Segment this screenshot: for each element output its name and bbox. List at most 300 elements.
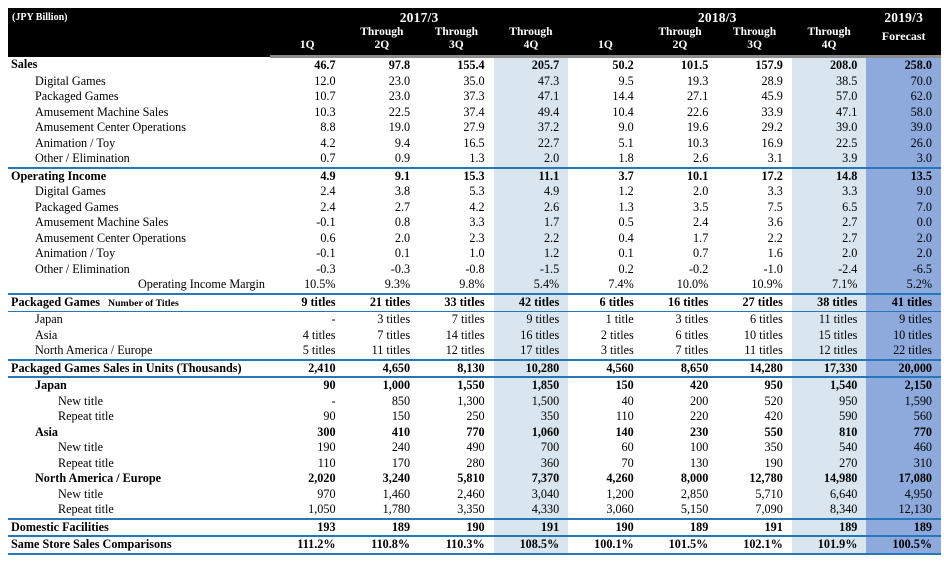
- table-cell: -: [270, 312, 345, 328]
- table-cell: 7.1%: [792, 277, 867, 294]
- table-cell: 189: [792, 519, 867, 537]
- row-repeat-title: [8, 409, 941, 425]
- table-cell: 191: [717, 519, 792, 537]
- forecast-column-header: Forecast: [866, 26, 941, 57]
- table-cell: 2.0: [394, 230, 411, 245]
- table-cell: 460: [866, 440, 941, 456]
- table-cell: 350: [764, 440, 783, 454]
- quarterly-results-table: [8, 8, 941, 555]
- table-cell: 0.6: [320, 230, 336, 245]
- table-cell: 22 titles: [866, 343, 941, 360]
- table-cell: 130: [690, 455, 709, 470]
- row-operating-income-margin: [8, 277, 941, 294]
- table-cell: 11 titles: [792, 312, 867, 328]
- table-cell: 3,240: [382, 471, 411, 485]
- row-animation-toy: [8, 246, 941, 262]
- table-cell: 4.9: [270, 168, 345, 185]
- table-cell: 220: [690, 409, 709, 423]
- row-packaged-games: [8, 89, 941, 105]
- quarter-column-header: [643, 26, 718, 57]
- row-asia: [8, 425, 941, 441]
- table-cell: 5,810: [457, 471, 485, 485]
- table-cell: 2.0: [494, 151, 569, 168]
- row-animation-toy: [8, 136, 941, 152]
- table-cell: 5.3: [469, 184, 485, 198]
- table-cell: -1.0: [763, 261, 783, 276]
- table-body: [8, 57, 941, 554]
- table-header: [8, 8, 941, 57]
- table-cell: 4 titles: [302, 327, 336, 342]
- table-cell: 0.0: [866, 215, 941, 231]
- table-cell: 3 titles: [643, 312, 718, 328]
- table-cell: 9.3%: [384, 277, 411, 291]
- row-repeat-title: [8, 502, 941, 519]
- table-cell: 29.2: [761, 120, 783, 134]
- table-cell: 420: [643, 377, 718, 394]
- table-cell: 16 titles: [643, 294, 718, 312]
- table-cell: 140: [615, 424, 634, 439]
- table-cell: 270: [792, 456, 867, 472]
- row-amusement-center-operations: [8, 120, 941, 136]
- table-cell: 200: [690, 393, 709, 408]
- row-digital-games: [8, 74, 941, 90]
- row-label: Japan: [8, 312, 270, 328]
- table-cell: 4,260: [606, 471, 634, 485]
- table-cell: 7,090: [755, 502, 783, 516]
- table-cell: 14 titles: [445, 327, 485, 342]
- table-cell: 5 titles: [302, 343, 336, 357]
- table-cell: 3.3: [767, 184, 783, 198]
- table-cell: 190: [568, 519, 643, 537]
- table-cell: 280: [466, 455, 485, 470]
- row-label: Amusement Center Operations: [35, 230, 186, 245]
- table-cell: 1.6: [767, 246, 783, 260]
- table-cell: 550: [764, 424, 783, 439]
- table-cell: 420: [764, 409, 783, 423]
- quarter-column-header: [494, 26, 569, 57]
- table-cell: 47.1: [792, 105, 867, 121]
- table-cell: 10.0%: [676, 277, 709, 291]
- row-packaged-games-sales-in-units-thousands: [8, 360, 941, 378]
- table-cell: -0.8: [465, 261, 485, 276]
- table-cell: 7,370: [494, 471, 569, 487]
- table-cell: 850: [391, 393, 411, 408]
- table-cell: 590: [792, 409, 867, 425]
- table-cell: 3.1: [767, 151, 783, 165]
- row-amusement-center-operations: [8, 231, 941, 247]
- column-header-line1: [568, 26, 643, 39]
- row-label: New title: [58, 486, 104, 501]
- table-cell: 14.4: [612, 89, 634, 103]
- table-cell: 9.8%: [459, 277, 485, 291]
- table-cell: 41 titles: [866, 294, 941, 312]
- table-cell: 38 titles: [792, 294, 867, 312]
- table-cell: 19.3: [686, 73, 709, 88]
- table-cell: 2,020: [308, 471, 336, 485]
- table-cell: 350: [494, 409, 569, 425]
- row-label: Other / Elimination: [35, 151, 130, 165]
- row-label: New title: [58, 393, 104, 408]
- table-cell: 9 titles: [494, 312, 569, 328]
- table-cell: 0.2: [618, 261, 634, 276]
- table-cell: 100: [690, 440, 709, 454]
- table-cell: 1,200: [606, 486, 634, 501]
- table-cell: 6 titles: [675, 327, 709, 342]
- table-cell: 6,640: [792, 487, 867, 503]
- row-packaged-games: [8, 200, 941, 216]
- table-cell: 2 titles: [600, 327, 634, 342]
- row-label: Asia: [35, 327, 58, 342]
- table-cell: 6 titles: [568, 294, 643, 312]
- table-cell: 1,300: [457, 393, 485, 408]
- table-cell: 189: [643, 519, 718, 537]
- table-cell: 3.7: [568, 168, 643, 185]
- quarter-column-header: [717, 26, 792, 57]
- table-cell: 33.9: [761, 104, 783, 119]
- table-cell: 100.1%: [568, 536, 643, 554]
- table-cell: 560: [866, 409, 941, 425]
- table-cell: 190: [419, 519, 494, 537]
- table-cell: 8.8: [320, 120, 336, 134]
- column-header-line2: 3Q: [747, 39, 762, 51]
- table-cell: 189: [866, 519, 941, 537]
- table-cell: 1.3: [469, 151, 485, 165]
- table-cell: 20,000: [866, 360, 941, 378]
- table-cell: 10.4: [612, 104, 634, 119]
- table-cell: 10,280: [494, 360, 569, 378]
- table-cell: 2.4: [320, 199, 336, 214]
- table-cell: 3.3: [469, 215, 485, 229]
- row-label: Packaged Games: [35, 89, 119, 103]
- table-cell: -0.3: [316, 261, 336, 276]
- table-cell: 16.5: [463, 135, 485, 150]
- table-cell: 10.3: [686, 135, 709, 150]
- row-label: North America / Europe: [35, 343, 153, 357]
- table-cell: 950: [792, 394, 867, 410]
- table-cell: -0.2: [688, 261, 709, 276]
- table-cell: 58.0: [866, 105, 941, 121]
- table-cell: 8,340: [792, 502, 867, 519]
- row-operating-income: [8, 168, 941, 185]
- table-cell: 45.9: [761, 89, 783, 103]
- table-cell: 7 titles: [675, 343, 709, 357]
- table-cell: 360: [494, 456, 569, 472]
- table-cell: 1,780: [382, 502, 411, 516]
- table-cell: 0.4: [618, 230, 634, 245]
- table-cell: 2.6: [693, 151, 709, 165]
- table-cell: 0.8: [394, 215, 411, 229]
- table-cell: 157.9: [717, 57, 792, 74]
- quarter-column-header: [792, 26, 867, 57]
- table-cell: 9 titles: [866, 312, 941, 328]
- table-cell: 8,130: [419, 360, 494, 378]
- table-cell: 37.3: [463, 89, 485, 103]
- table-cell: 1.0: [469, 246, 485, 260]
- table-cell: 8,000: [680, 471, 709, 485]
- table-cell: 10.5%: [304, 277, 336, 291]
- table-cell: 40: [621, 393, 634, 408]
- table-cell: 1,850: [494, 377, 569, 394]
- table-cell: 2.6: [494, 200, 569, 216]
- table-cell: 2.0: [866, 231, 941, 247]
- table-cell: 62.0: [866, 89, 941, 105]
- table-cell: 4,330: [494, 502, 569, 519]
- table-cell: 17.2: [717, 168, 792, 185]
- table-cell: 23.0: [388, 73, 411, 88]
- table-cell: 9 titles: [270, 294, 345, 312]
- table-cell: 16.9: [761, 135, 783, 150]
- row-label: Packaged Games Sales in Units (Thousands): [8, 360, 270, 378]
- table-cell: 1,590: [866, 394, 941, 410]
- table-cell: 810: [792, 425, 867, 441]
- column-header-line1: [270, 26, 345, 39]
- table-cell: 110: [317, 455, 336, 470]
- table-cell: 3,040: [494, 487, 569, 503]
- column-header-line1: Through: [732, 26, 777, 38]
- table-cell: 9.5: [618, 73, 634, 88]
- table-cell: 27.1: [686, 89, 709, 103]
- column-header-line1: Through: [360, 26, 404, 38]
- table-cell: 10 titles: [866, 328, 941, 344]
- table-cell: 300: [317, 424, 336, 439]
- table-cell: 17,080: [866, 471, 941, 487]
- table-cell: 1,060: [494, 425, 569, 441]
- row-label: Sales: [11, 57, 38, 72]
- column-header-line1: Through: [658, 26, 702, 38]
- table-cell: 2.2: [767, 230, 783, 245]
- column-header-line2: 4Q: [821, 39, 837, 51]
- table-cell: 258.0: [866, 57, 941, 74]
- row-label: Asia: [35, 424, 59, 439]
- table-cell: 4.9: [494, 184, 569, 200]
- table-cell: 110.3%: [419, 536, 494, 554]
- table-cell: 49.4: [494, 105, 569, 121]
- table-cell: 39.0: [866, 120, 941, 136]
- table-cell: 770: [466, 424, 485, 439]
- row-japan: [8, 377, 941, 394]
- table-cell: 2.4: [693, 215, 709, 229]
- table-cell: 3.6: [767, 215, 783, 229]
- table-cell: 22.7: [494, 136, 569, 152]
- table-cell: -0.1: [316, 215, 336, 229]
- table-cell: 950: [717, 377, 792, 394]
- row-label: Amusement Machine Sales: [35, 215, 169, 229]
- table-cell: 7.4%: [608, 277, 634, 291]
- table-cell: 3.8: [394, 184, 411, 198]
- table-cell: 6.5: [792, 200, 867, 216]
- table-cell: 7 titles: [419, 312, 494, 328]
- row-label: Animation / Toy: [35, 246, 116, 260]
- table-cell: 11 titles: [744, 343, 783, 357]
- table-cell: 19.6: [686, 120, 709, 134]
- table-cell: 250: [466, 409, 485, 423]
- table-cell: -6.5: [866, 262, 941, 278]
- table-cell: 70.0: [866, 74, 941, 90]
- row-same-store-sales-comparisons: [8, 536, 941, 554]
- table-cell: 6 titles: [717, 312, 792, 328]
- row-new-title: [8, 487, 941, 503]
- table-cell: 1.2: [494, 246, 569, 262]
- row-label: Animation / Toy: [35, 135, 116, 150]
- table-cell: 5,150: [680, 502, 709, 516]
- table-cell: 10.1: [643, 168, 718, 185]
- column-header-line1: Through: [807, 26, 851, 38]
- table-cell: 3,060: [606, 502, 634, 516]
- table-cell: 490: [466, 440, 485, 454]
- table-cell: 14,980: [792, 471, 867, 487]
- table-cell: 33 titles: [419, 294, 494, 312]
- row-packaged-games: [8, 294, 941, 312]
- table-cell: 1,050: [308, 502, 336, 516]
- table-cell: 2.2: [494, 231, 569, 247]
- table-cell: 15 titles: [792, 328, 867, 344]
- quarter-column-header: [568, 26, 643, 57]
- table-cell: 3 titles: [600, 343, 634, 357]
- row-sublabel: Number of Titles: [108, 297, 179, 309]
- row-repeat-title: [8, 456, 941, 472]
- table-cell: -2.4: [792, 262, 867, 278]
- row-north-america-europe: [8, 471, 941, 487]
- table-cell: 26.0: [866, 136, 941, 152]
- table-cell: 10.3: [314, 104, 336, 119]
- row-label: Digital Games: [35, 73, 106, 88]
- table-cell: 3.0: [866, 151, 941, 168]
- table-cell: 5,710: [755, 486, 783, 501]
- table-cell: 60: [621, 440, 634, 454]
- column-header-line1: Through: [509, 26, 553, 38]
- table-cell: 57.0: [792, 89, 867, 105]
- table-cell: 8,650: [643, 360, 718, 378]
- table-cell: 12,780: [749, 471, 783, 485]
- table-cell: 2.4: [320, 184, 336, 198]
- table-cell: 14,280: [717, 360, 792, 378]
- table-cell: 110: [615, 409, 634, 423]
- table-cell: 700: [494, 440, 569, 456]
- row-label: Packaged Games: [35, 199, 119, 214]
- table-cell: 1.3: [618, 199, 634, 214]
- table-cell: 0.7: [693, 246, 709, 260]
- table-cell: 12 titles: [792, 343, 867, 360]
- table-cell: 39.0: [792, 120, 867, 136]
- table-cell: 1.7: [693, 230, 709, 245]
- table-cell: 47.3: [494, 74, 569, 90]
- table-cell: 0.1: [394, 246, 411, 260]
- table-cell: 70: [621, 455, 634, 470]
- table-cell: 15.3: [419, 168, 494, 185]
- table-cell: 540: [792, 440, 867, 456]
- table-cell: 16 titles: [494, 328, 569, 344]
- table-cell: 970: [317, 486, 336, 501]
- row-label: Same Store Sales Comparisons: [8, 536, 270, 554]
- table-cell: 11 titles: [371, 343, 411, 357]
- table-cell: 190: [317, 440, 336, 454]
- table-cell: 7.0: [866, 200, 941, 216]
- table-cell: 9.0: [866, 184, 941, 200]
- table-cell: 1,460: [382, 486, 411, 501]
- table-cell: 0.1: [618, 246, 634, 260]
- column-header-line2: 4Q: [523, 39, 539, 51]
- table-cell: 3.3: [792, 184, 867, 200]
- table-cell: 4,560: [568, 360, 643, 378]
- row-amusement-machine-sales: [8, 105, 941, 121]
- row-sales: [8, 57, 941, 74]
- table-cell: 101.9%: [792, 536, 867, 554]
- table-cell: -0.3: [390, 261, 411, 276]
- table-cell: 5.1: [618, 135, 634, 150]
- table-cell: 7.5: [767, 199, 783, 214]
- row-label: Domestic Facilities: [8, 519, 270, 537]
- table-cell: 191: [494, 519, 569, 537]
- table-cell: 208.0: [792, 57, 867, 74]
- row-label: Japan: [8, 377, 270, 394]
- table-cell: 17,330: [792, 360, 867, 378]
- year-header-row: [8, 8, 941, 26]
- table-cell: 38.5: [792, 74, 867, 90]
- table-cell: 189: [345, 519, 420, 537]
- table-cell: 240: [391, 440, 411, 454]
- table-cell: 101.5%: [643, 536, 718, 554]
- table-cell: 12.0: [314, 73, 336, 88]
- table-cell: 1,500: [494, 394, 569, 410]
- table-cell: 10.9%: [751, 277, 783, 291]
- row-new-title: [8, 440, 941, 456]
- table-cell: 1.7: [494, 215, 569, 231]
- table-cell: 1.2: [618, 184, 634, 198]
- table-cell: 170: [391, 455, 411, 470]
- quarter-column-header: [419, 26, 494, 57]
- table-cell: 37.4: [463, 104, 485, 119]
- table-cell: 11.1: [494, 168, 569, 185]
- table-cell: 7 titles: [377, 327, 411, 342]
- table-cell: 310: [866, 456, 941, 472]
- table-cell: 108.5%: [494, 536, 569, 554]
- table-cell: 100.5%: [866, 536, 941, 554]
- table-cell: 1.8: [618, 151, 634, 165]
- row-label: Packaged Games Number of Titles: [8, 294, 270, 312]
- year-header: 2019/3: [866, 8, 941, 26]
- table-cell: 9.1: [345, 168, 420, 185]
- column-header-line2: 2Q: [374, 39, 390, 51]
- table-cell: 90: [323, 409, 336, 423]
- table-cell: 2.3: [469, 230, 485, 245]
- table-cell: 10.7: [314, 89, 336, 103]
- table-cell: 1 title: [568, 312, 643, 328]
- table-cell: 3.5: [693, 199, 709, 214]
- quarter-column-header: [270, 26, 345, 57]
- table-cell: 520: [764, 393, 783, 408]
- table-cell: 3 titles: [345, 312, 420, 328]
- table-cell: 2,410: [270, 360, 345, 378]
- table-cell: 97.8: [345, 57, 420, 74]
- row-label: North America / Europe: [35, 471, 162, 485]
- row-label: Repeat title: [58, 502, 114, 516]
- table-cell: 4,650: [345, 360, 420, 378]
- table-cell: 150: [391, 409, 411, 423]
- quarter-column-header: [345, 26, 420, 57]
- row-label: Operating Income: [8, 168, 270, 185]
- table-cell: 230: [690, 424, 709, 439]
- table-cell: -1.5: [494, 262, 569, 278]
- table-cell: 2.7: [792, 215, 867, 231]
- table-cell: 90: [270, 377, 345, 394]
- row-label: Operating Income Margin: [137, 277, 265, 291]
- table-cell: 2.0: [693, 184, 709, 198]
- row-amusement-machine-sales: [8, 215, 941, 231]
- table-cell: 150: [568, 377, 643, 394]
- table-cell: 19.0: [388, 120, 411, 134]
- row-label: Digital Games: [35, 184, 106, 198]
- table-cell: -: [331, 393, 336, 408]
